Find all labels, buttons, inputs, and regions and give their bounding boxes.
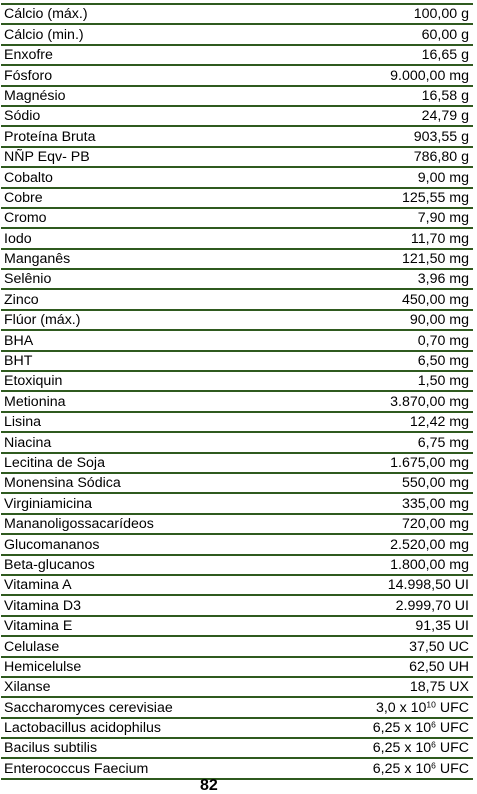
nutrient-name: Metionina — [4, 393, 66, 410]
nutrient-name: Lisina — [4, 414, 42, 431]
table-row — [1, 209, 473, 229]
value-unit: UFC — [435, 760, 469, 777]
table-row — [1, 66, 473, 86]
value-unit: UFC — [435, 699, 469, 716]
nutrient-value: 2.520,00 mg — [390, 536, 469, 553]
table-row — [1, 352, 473, 372]
nutrient-name: Celulase — [4, 638, 60, 655]
table-row — [1, 719, 473, 739]
nutrient-name: BHT — [4, 353, 33, 370]
table-row — [1, 556, 473, 576]
nutrient-name: Hemicelulse — [4, 658, 82, 675]
table-row — [1, 759, 473, 779]
nutrient-name: Saccharomyces cerevisiae — [4, 699, 173, 716]
nutrient-name: Manganês — [4, 251, 71, 268]
nutrient-name: Bacilus subtilis — [4, 740, 98, 757]
table-row — [1, 413, 473, 433]
value-base: 6,25 x 10 — [372, 760, 432, 777]
nutrient-name: Cálcio (máx.) — [4, 6, 88, 23]
nutrient-value: 91,35 UI — [415, 618, 469, 635]
nutrient-name: Magnésio — [4, 87, 66, 104]
table-row — [1, 25, 473, 45]
nutrient-value: 12,42 mg — [409, 414, 469, 431]
nutrient-value: 786,80 g — [413, 149, 469, 166]
table-row — [1, 596, 473, 616]
nutrient-name: Sódio — [4, 108, 41, 125]
table-row — [1, 127, 473, 147]
table-row — [1, 678, 473, 698]
table-row — [1, 46, 473, 66]
nutrient-name: Lecitina de Soja — [4, 454, 105, 471]
composition-table — [1, 3, 473, 780]
nutrient-value — [373, 761, 473, 778]
nutrient-name: Virginiamicina — [4, 495, 93, 512]
value-exponent: 6 — [431, 760, 436, 771]
value-exponent: 6 — [431, 719, 436, 730]
table-row — [1, 5, 473, 25]
table-row — [1, 698, 473, 718]
nutrient-value: 3.870,00 mg — [390, 393, 469, 410]
nutrient-name: Cobalto — [4, 169, 53, 186]
table-row — [1, 576, 473, 596]
nutrient-name: Selênio — [4, 271, 52, 288]
nutrient-value: 90,00 mg — [409, 312, 469, 329]
nutrient-value: 550,00 mg — [401, 475, 469, 492]
page-number: 82 — [200, 777, 218, 794]
nutrient-value: 720,00 mg — [401, 516, 469, 533]
value-base: 6,25 x 10 — [372, 720, 432, 737]
nutrient-name: Lactobacillus acidophilus — [4, 720, 161, 737]
nutrient-name: BHA — [4, 332, 34, 349]
nutrient-value: 450,00 mg — [401, 291, 469, 308]
nutrient-name: Etoxiquin — [4, 373, 63, 390]
table-row — [1, 148, 473, 168]
nutrient-name: Proteína Bruta — [4, 128, 96, 145]
table-row — [1, 535, 473, 555]
nutrient-name: Flúor (máx.) — [4, 312, 81, 329]
nutrient-name: Vitamina E — [4, 618, 73, 635]
nutrient-name: Enterococcus Faecium — [4, 760, 149, 777]
nutrient-value — [376, 700, 473, 717]
value-unit: UFC — [435, 720, 469, 737]
nutrient-name: Cromo — [4, 210, 47, 227]
nutrient-name: Enxofre — [4, 47, 53, 64]
table-row — [1, 107, 473, 127]
nutrient-value: 6,50 mg — [417, 353, 469, 370]
value-base: 3,0 x 10 — [375, 699, 427, 716]
nutrient-value: 9,00 mg — [417, 169, 469, 186]
nutrient-name: Iodo — [4, 230, 32, 247]
table-row — [1, 474, 473, 494]
nutrient-name: Cobre — [4, 189, 43, 206]
nutrient-value: 903,55 g — [413, 128, 469, 145]
table-row — [1, 637, 473, 657]
nutrient-value: 16,65 g — [421, 47, 469, 64]
table-row — [1, 270, 473, 290]
table-row — [1, 229, 473, 249]
nutrient-name: NÑP Eqv- PB — [4, 149, 90, 166]
table-row — [1, 739, 473, 759]
nutrient-value: 125,55 mg — [401, 189, 469, 206]
nutrient-name: Xilanse — [4, 679, 51, 696]
nutrient-value: 121,50 mg — [401, 251, 469, 268]
nutrient-value: 18,75 UX — [409, 679, 469, 696]
table-row — [1, 658, 473, 678]
value-exponent: 10 — [426, 699, 436, 709]
nutrient-name: Fósforo — [4, 67, 53, 84]
nutrient-name: Vitamina D3 — [4, 597, 82, 614]
nutrient-name: Vitamina A — [4, 577, 72, 594]
table-row — [1, 617, 473, 637]
nutrient-value: 14.998,50 UI — [387, 577, 469, 594]
table-row — [1, 168, 473, 188]
nutrient-name: Beta-glucanos — [4, 556, 95, 573]
nutrient-name: Monensina Sódica — [4, 475, 121, 492]
nutrient-value: 6,75 mg — [417, 434, 469, 451]
nutrient-value: 16,58 g — [421, 87, 469, 104]
value-exponent: 6 — [431, 739, 436, 750]
table-row — [1, 331, 473, 351]
table-row — [1, 454, 473, 474]
table-row — [1, 189, 473, 209]
table-row — [1, 311, 473, 331]
value-unit: UFC — [435, 740, 469, 757]
nutrient-value: 1.675,00 mg — [390, 454, 469, 471]
table-row — [1, 250, 473, 270]
table-row — [1, 290, 473, 310]
nutrient-value: 2.999,70 UI — [395, 597, 469, 614]
table-row — [1, 433, 473, 453]
nutrient-value: 335,00 mg — [401, 495, 469, 512]
nutrient-value: 7,90 mg — [417, 210, 469, 227]
nutrient-name: Niacina — [4, 434, 52, 451]
nutrient-value: 11,70 mg — [410, 230, 469, 247]
nutrient-name: Mananoligossacarídeos — [4, 516, 154, 533]
table-row — [1, 87, 473, 107]
nutrient-value: 0,70 mg — [417, 332, 469, 349]
nutrient-name: Zinco — [4, 291, 39, 308]
nutrient-value: 37,50 UC — [409, 638, 469, 655]
nutrient-value: 3,96 mg — [417, 271, 469, 288]
nutrient-value: 60,00 g — [421, 26, 469, 43]
table-row — [1, 494, 473, 514]
table-row — [1, 392, 473, 412]
value-base: 6,25 x 10 — [372, 740, 432, 757]
nutrient-value: 9.000,00 mg — [390, 67, 469, 84]
nutrient-value: 62,50 UH — [409, 658, 469, 675]
nutrient-value: 1.800,00 mg — [390, 556, 469, 573]
nutrient-value: 1,50 mg — [417, 373, 469, 390]
table-row — [1, 515, 473, 535]
nutrient-value: 100,00 g — [413, 6, 469, 23]
nutrient-name: Cálcio (min.) — [4, 26, 84, 43]
nutrient-value — [373, 720, 473, 737]
table-row — [1, 372, 473, 392]
nutrient-value: 24,79 g — [421, 108, 469, 125]
nutrient-name: Glucomananos — [4, 536, 100, 553]
nutrient-value — [373, 740, 473, 757]
